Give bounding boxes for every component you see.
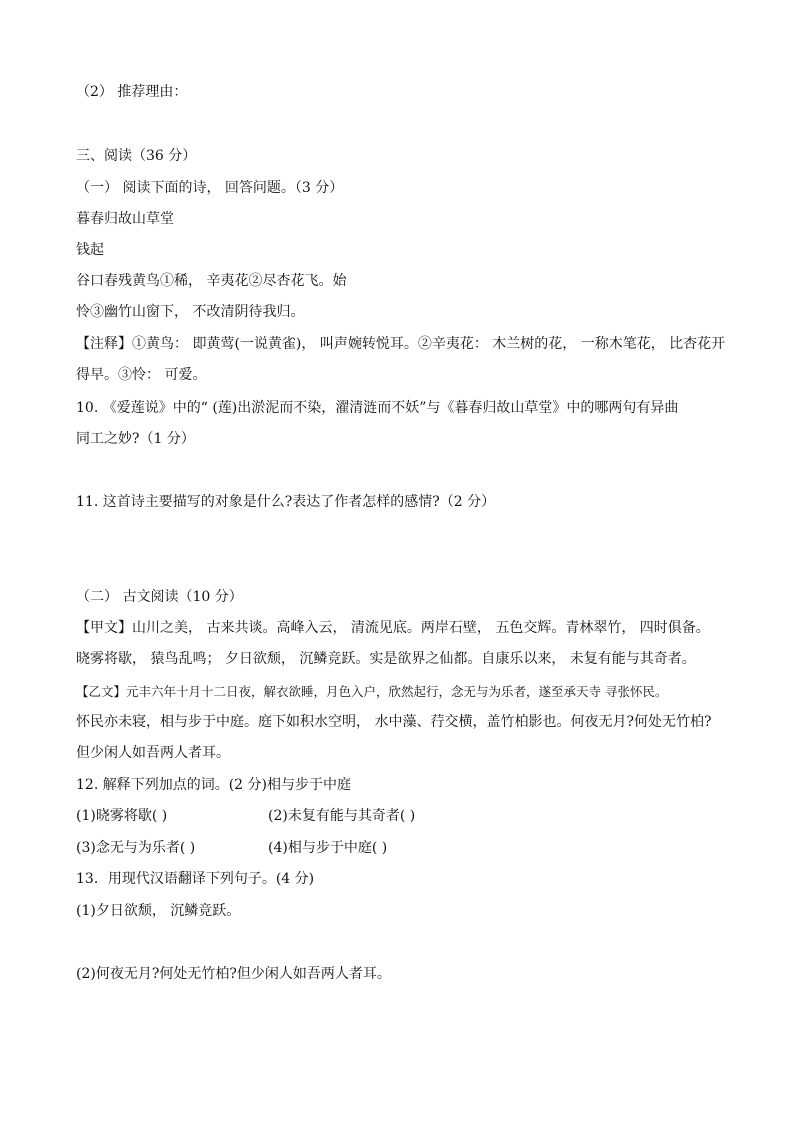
- poem-line-2: 怜③幽竹山窗下， 不改清阴待我归。: [76, 304, 305, 320]
- poem-line-1: 谷口春残黄鸟①稀， 辛夷花②尽杏花飞。始: [76, 273, 347, 289]
- question-10-cont: 同工之妙?（1 分）: [76, 431, 195, 447]
- poem-title: 暮春归故山草堂: [76, 211, 174, 227]
- question-12: 12. 解释下列加点的词。(2 分)相与步于中庭: [76, 777, 351, 793]
- question-12-item-4: (4)相与步于中庭( ): [268, 840, 388, 856]
- question-12-item-3: (3)念无与为乐者( ): [76, 840, 196, 856]
- text-b-line-3: 但少闲人如吾两人者耳。: [76, 745, 230, 761]
- text-a-line-1: 【甲文】山川之美， 古来共谈。高峰入云， 清流见底。两岸石壁， 五色交辉。青林翠竹， 四时俱备。: [76, 620, 710, 636]
- poem-notes: 【注释】①黄鸟： 即黄莺(一说黄雀)， 叫声婉转悦耳。②辛夷花： 木兰树的花， 一称木笔花， 比杏花开: [76, 336, 726, 352]
- text-b-line-1: 【乙文】元丰六年十月十二日夜，解衣欲睡，月色入户，欣然起行，念无与为乐者，遂至承天寺 寻张怀民。: [76, 684, 668, 699]
- section-three-heading: 三、阅读（36 分）: [76, 148, 197, 164]
- question-13: 13．用现代汉语翻译下列句子。(4 分): [76, 871, 315, 887]
- question-11: 11. 这首诗主要描写的对象是什么?表达了作者怎样的感情?（2 分）: [76, 494, 496, 510]
- part-two-heading: （二） 古文阅读（10 分）: [76, 589, 243, 605]
- question-12-item-1: (1)晓雾将歇( ): [76, 808, 168, 824]
- recommend-reason-prompt: （2） 推荐理由：: [76, 84, 188, 100]
- poem-author: 钱起: [76, 242, 104, 258]
- question-13-item-2: (2)何夜无月?何处无竹柏?但少闲人如吾两人者耳。: [76, 966, 391, 982]
- question-13-item-1: (1)夕日欲颓， 沉鳞竞跃。: [76, 903, 241, 919]
- poem-notes-cont: 得早。③怜： 可爱。: [76, 367, 207, 383]
- question-10: 10. 《爱莲说》中的“ (莲)出淤泥而不染，濯清涟而不妖”与《暮春归故山草堂》中的哪两句有异曲: [76, 400, 679, 416]
- part-one-heading: （一） 阅读下面的诗， 回答问题。（3 分）: [76, 180, 344, 196]
- text-a-line-2: 晓雾将歇， 猿鸟乱鸣； 夕日欲颓， 沉鳞竞跃。实是欲界之仙都。自康乐以来， 未复有能与其奇者。: [76, 651, 696, 667]
- question-12-item-2: (2)未复有能与其奇者( ): [268, 808, 416, 824]
- text-b-line-2: 怀民亦未寝，相与步于中庭。庭下如积水空明， 水中藻、荇交横，盖竹柏影也。何夜无月?何处无竹柏?: [76, 714, 712, 730]
